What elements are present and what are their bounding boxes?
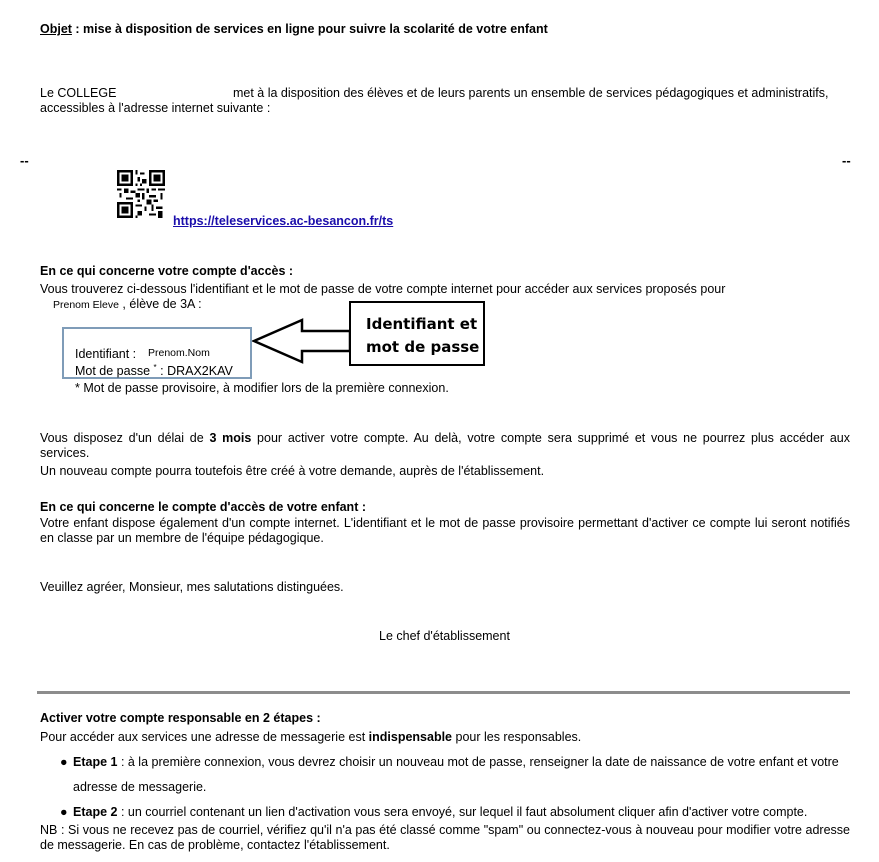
- delay-post: pour activer votre compte. Au delà, votre compte sera supprimé et vous ne pourrez plus accéder aux services.: [40, 431, 850, 460]
- password-note: * Mot de passe provisoire, à modifier lors de la première connexion.: [75, 381, 449, 395]
- student-class: , élève de 3A :: [118, 297, 202, 311]
- delay-line2: Un nouveau compte pourra toutefois être créé à votre demande, auprès de l'établissement.: [40, 464, 545, 478]
- pw-value: : DRAX2KAV: [156, 364, 233, 379]
- step1-label: Etape 1: [73, 755, 118, 769]
- teleservices-link[interactable]: https://teleservices.ac-besancon.fr/ts: [173, 214, 394, 228]
- bullet-icon: ●: [60, 755, 68, 769]
- account-line1: Vous trouverez ci-dessous l'identifiant et le mot de passe de votre compte internet pour accéder aux services proposés pour: [40, 282, 726, 296]
- password-line: [75, 363, 233, 378]
- greeting: Veuillez agréer, Monsieur, mes salutations distinguées.: [40, 580, 344, 594]
- left-arrow-icon: [252, 318, 352, 364]
- delay-paragraph: [40, 431, 850, 461]
- child-heading: En ce qui concerne le compte d'accès de votre enfant :: [40, 500, 366, 514]
- delay-bold: 3 mois: [209, 431, 252, 445]
- pw-label: Mot de passe: [75, 364, 151, 379]
- step1-text: : à la première connexion, vous devrez choisir un nouveau mot de passe, renseigner la date de naissance de votre enfant et votre adresse de messagerie.: [73, 755, 839, 794]
- intro-line1: met à la disposition des élèves et de leurs parents un ensemble de services pédagogiques et administratifs,: [233, 86, 829, 100]
- intro-bold: indispensable: [368, 730, 453, 744]
- id-value: Prenom.Nom: [148, 347, 210, 359]
- step2: [73, 805, 807, 819]
- subject-line: [40, 22, 548, 36]
- bullet-icon: ●: [60, 805, 68, 819]
- step1: [73, 750, 853, 800]
- credentials-callout: [349, 301, 485, 366]
- subject-label: Objet: [40, 22, 72, 36]
- callout-line2: mot de passe: [366, 338, 480, 356]
- signature: Le chef d'établissement: [379, 629, 510, 643]
- step2-text: : un courriel contenant un lien d'activation vous sera envoyé, sur lequel il faut absolument cliquer afin d'activer votre compte.: [117, 805, 808, 819]
- activation-heading: Activer votre compte responsable en 2 étapes :: [40, 711, 321, 725]
- intro-pre: Pour accéder aux services une adresse de messagerie est: [40, 730, 369, 744]
- intro-line2: accessibles à l'adresse internet suivante :: [40, 101, 271, 115]
- callout-line1: Identifiant et: [366, 315, 478, 333]
- pw-star: *: [153, 363, 157, 372]
- child-text: Votre enfant dispose également d'un compte internet. L'identifiant et le mot de passe provisoire permettant d'activer ce compte lui seront notifiés en classe par un membre de l'équipe pédagogique.: [40, 516, 850, 545]
- id-label: Identifiant :: [75, 347, 137, 361]
- student-line: [53, 297, 202, 311]
- divider: [37, 691, 850, 694]
- left-dash: --: [20, 153, 29, 168]
- right-dash: --: [842, 153, 851, 168]
- activation-intro: [40, 730, 581, 744]
- delay-pre: Vous disposez d'un délai de: [40, 431, 210, 445]
- qr-code-icon: [117, 170, 165, 218]
- subject-text: : mise à disposition de services en ligne pour suivre la scolarité de votre enfant: [71, 22, 548, 36]
- nb-note: NB : Si vous ne recevez pas de courriel, vérifiez qu'il n'a pas été classé comme "spam" ou connectez-vous à nouveau pour modifier votre adresse de messagerie. En cas de problème, contactez l'établissement.: [40, 823, 850, 852]
- step2-label: Etape 2: [73, 805, 118, 819]
- intro-college: Le COLLEGE: [40, 86, 117, 100]
- intro-post: pour les responsables.: [452, 730, 582, 744]
- student-name: Prenom Eleve: [53, 299, 119, 311]
- account-heading: En ce qui concerne votre compte d'accès :: [40, 264, 294, 278]
